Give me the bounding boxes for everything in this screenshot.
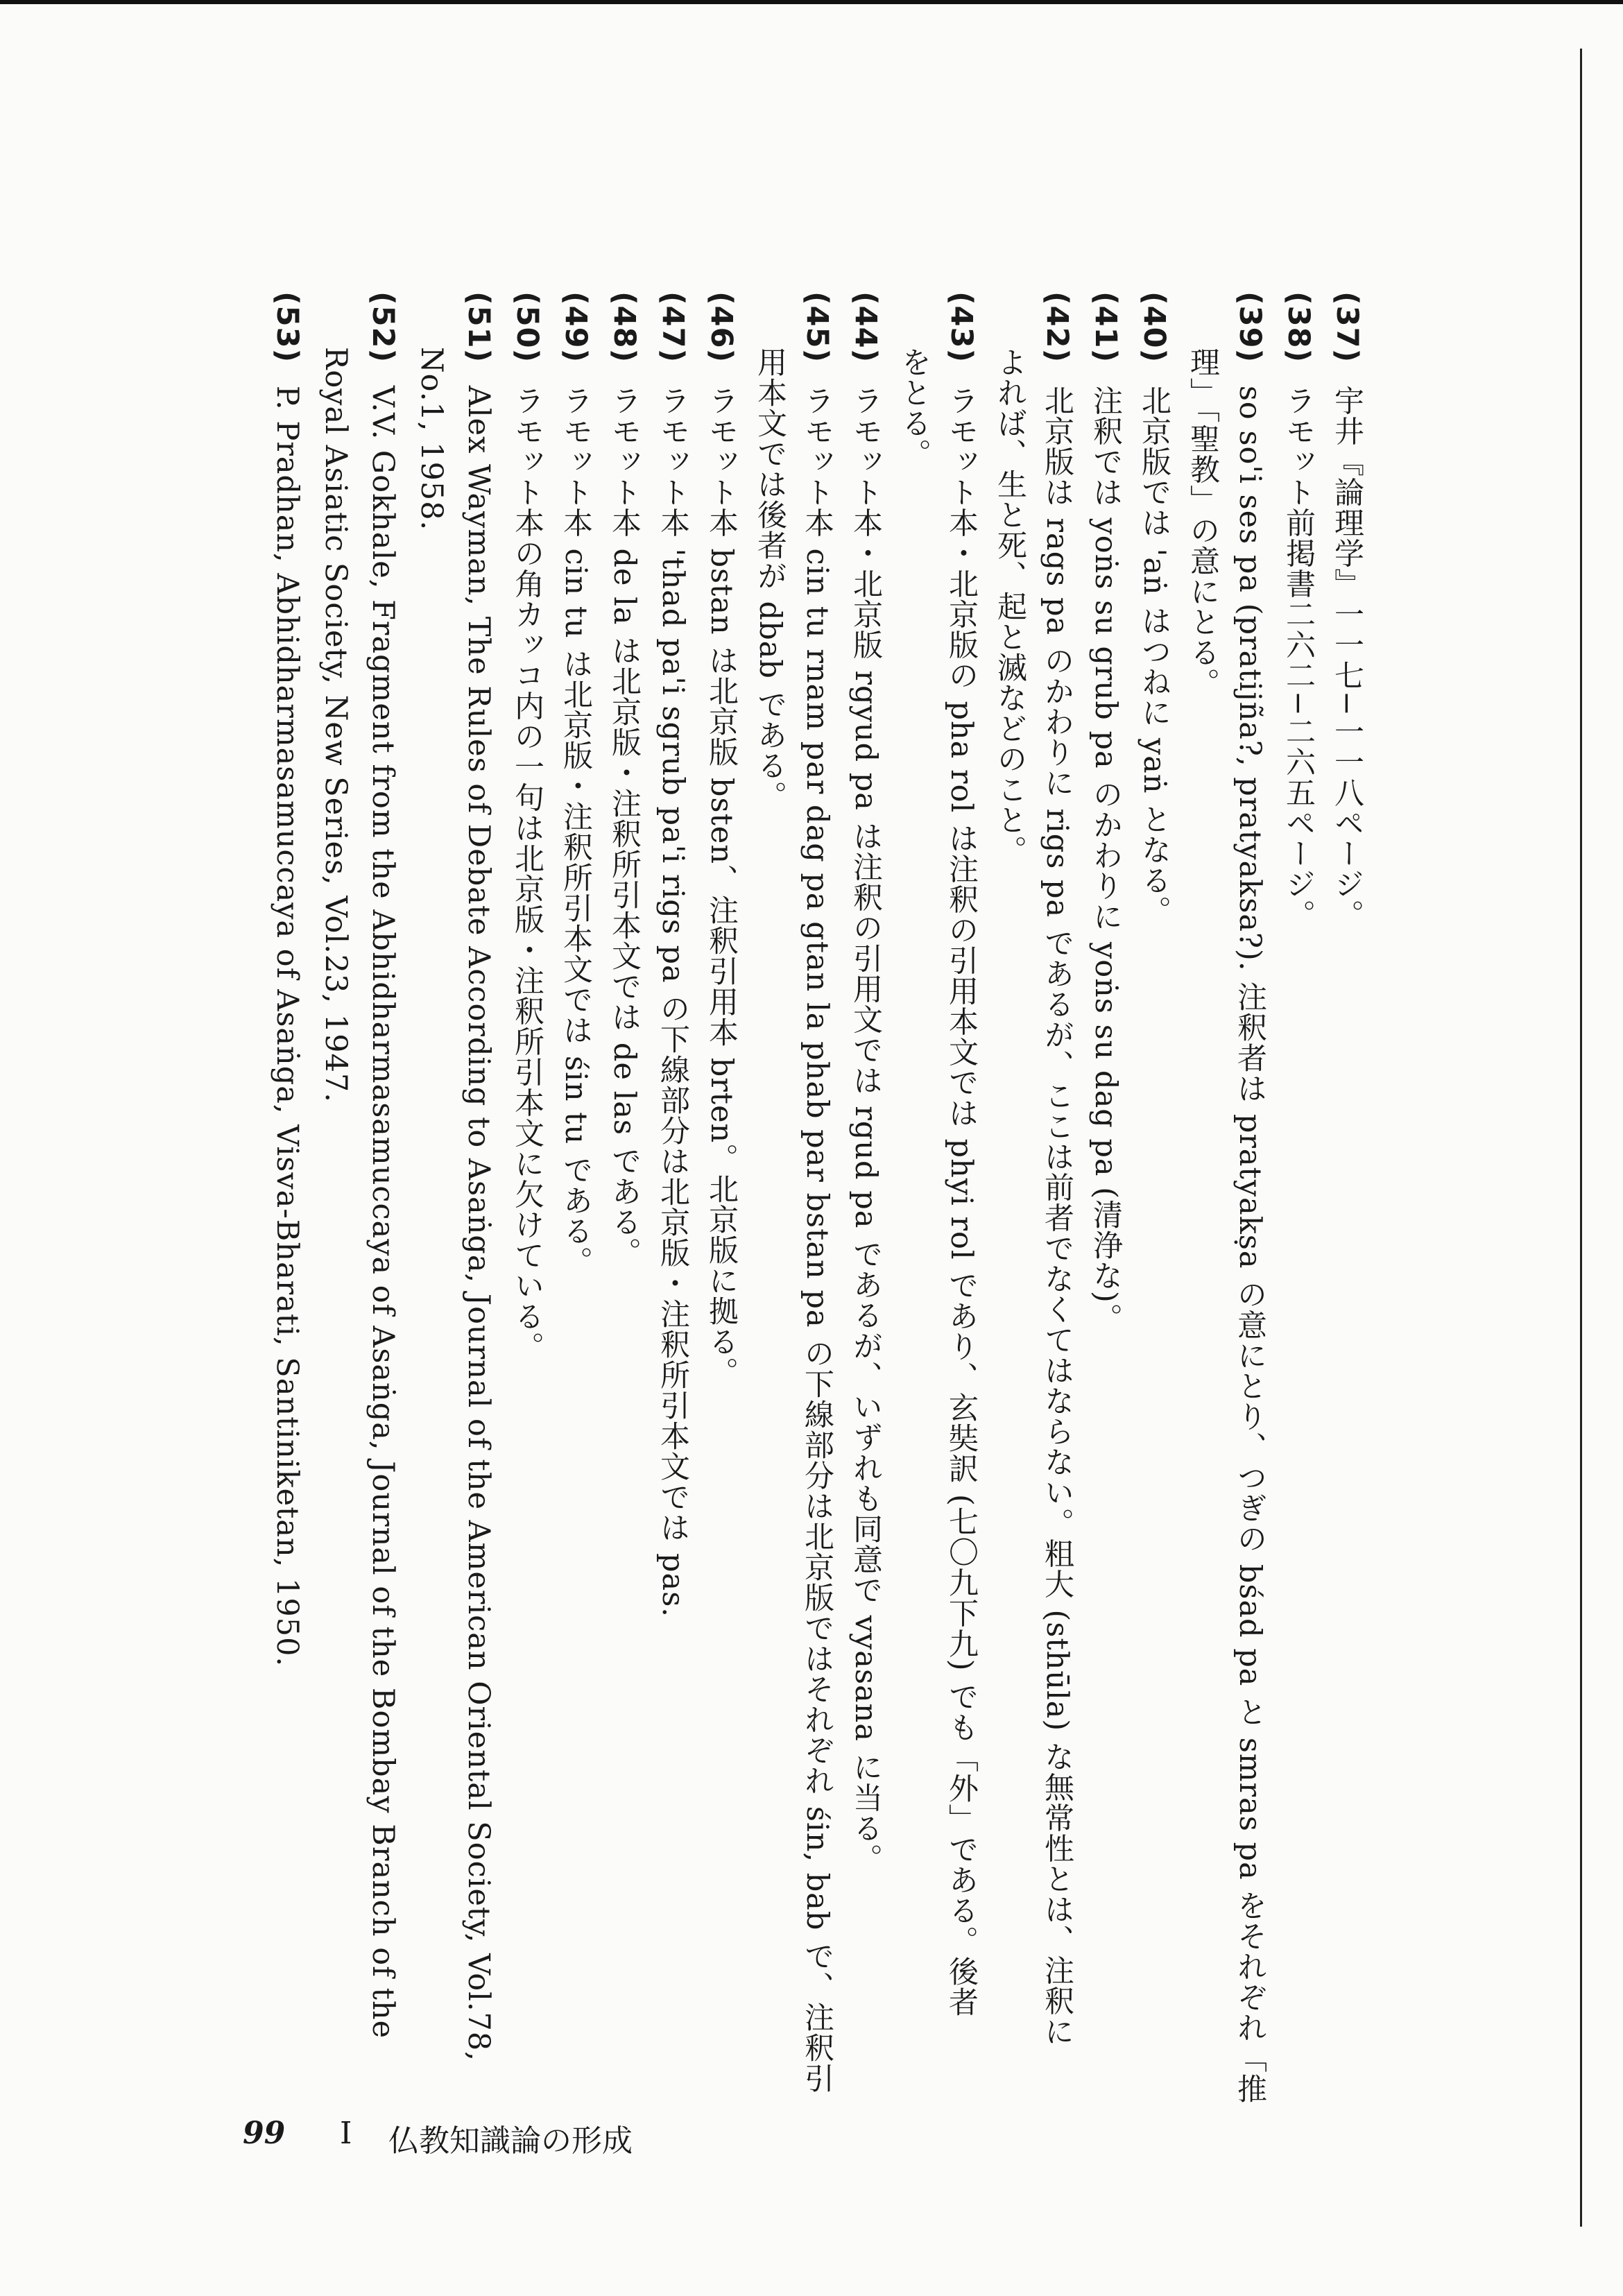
note-text: Alex Wayman, The Rules of Debate According to Asaṅga, Journal of the American Oriental Society, Vol.78,	[461, 385, 496, 2062]
note-text: ラモット本 cin tu rnam par dag pa gtan la phab par bstan pa の下線部分は北京版ではそれぞれ śin, bab で、注釈引	[800, 385, 834, 2094]
note-37: (37) 宇井『論理学』一一七−一一八ページ。	[1330, 291, 1364, 930]
note-40: (40) 北京版では 'aṅ はつねに yaṅ となる。	[1137, 291, 1171, 927]
page-number: 99	[243, 2116, 286, 2151]
note-text: ラモット本 'thad pa'i sgrub pa'i rigs pa の下線部分は北京版・注釈所引本文では pas.	[655, 385, 690, 1618]
note-text: 宇井『論理学』一一七−一一八ページ。	[1330, 385, 1364, 930]
page-footer	[229, 2116, 922, 2171]
note-text: so so'i ses pa (pratijña?, pratyaksa?). 注釈者は pratyakṣa の意にとり、つぎの bśad pa と smras pa をそれぞれ「推	[1233, 385, 1267, 2105]
note-text: 注釈では yoṅs su grub pa のかわりに yoṅs su dag pa (清浄な)。	[1088, 385, 1123, 1334]
note-text: V.V. Gokhale, Fragment from the Abhidharmasamuccaya of Asaṅga, Journal of the Bombay Branch of the	[366, 385, 400, 2039]
note-51: (51) Alex Wayman, The Rules of Debate According to Asaṅga, Journal of the American Oriental Society, Vol.78,	[461, 291, 496, 2062]
note-38: (38) ラモット前掲書二六二−二六五ページ。	[1281, 291, 1316, 930]
note-text: 理」「聖教」の意にとる。	[1185, 347, 1220, 699]
note-47: (47) ラモット本 'thad pa'i sgrub pa'i rigs pa の下線部分は北京版・注釈所引本文では pas.	[655, 291, 690, 1618]
note-text: ラモット本・北京版の pha rol は注釈の引用本文では phyi rol であり、玄奘訳 (七〇九下九) でも「外」である。後者	[944, 385, 979, 2018]
note-text: 用本文では後者が dbab である。	[753, 347, 787, 812]
note-44: (44) ラモット本・北京版 rgyud pa は注釈の引用文では rgud pa であるが、いずれも同意で vyasana に当る。	[848, 291, 883, 1874]
note-46: (46) ラモット本 bstan は北京版 bsten、注釈引用本 brten。北京版に拠る。	[704, 291, 739, 1388]
note-50: (50) ラモット本の角カッコ内の一句は北京版・注釈所引本文に欠けている。	[510, 291, 544, 1362]
note-text: ラモット本の角カッコ内の一句は北京版・注釈所引本文に欠けている。	[510, 385, 544, 1362]
note-45-cont	[753, 347, 787, 812]
note-52: (52) V.V. Gokhale, Fragment from the Abhidharmasamuccaya of Asaṅga, Journal of the Bombay Branch of the	[366, 291, 400, 2039]
note-text: No.1, 1958.	[414, 347, 449, 531]
note-42: (42) 北京版は rags pa のかわりに rigs pa であるが、ここは前者でなくてはならない。粗大 (sthūla) な無常性とは、注釈に	[1040, 291, 1074, 2047]
margin-rule	[1580, 49, 1582, 2227]
note-text: ラモット本 bstan は北京版 bsten、注釈引用本 brten。北京版に拠る。	[704, 385, 739, 1388]
note-text: P. Pradhan, Abhidharmasamuccaya of Asaṅga, Visva-Bharati, Santiniketan, 1950.	[270, 385, 304, 1668]
part-number: I	[340, 2116, 352, 2151]
note-48: (48) ラモット本 de la は北京版・注釈所引本文では de las である。	[607, 291, 642, 1268]
note-53: (53) P. Pradhan, Abhidharmasamuccaya of Asaṅga, Visva-Bharati, Santiniketan, 1950.	[270, 291, 304, 1668]
note-43-cont	[899, 347, 929, 469]
note-39: (39) so so'i ses pa (pratijña?, pratyaksa?). 注釈者は pratyakṣa の意にとり、つぎの bśad pa と smras pa をそれぞれ「推	[1233, 291, 1267, 2105]
note-text: ラモット本・北京版 rgyud pa は注釈の引用文では rgud pa であるが、いずれも同意で vyasana に当る。	[848, 385, 883, 1874]
note-52-cont	[318, 347, 353, 1103]
note-text: ラモット本 cin tu は北京版・注釈所引本文では śin tu である。	[558, 385, 593, 1277]
note-49: (49) ラモット本 cin tu は北京版・注釈所引本文では śin tu である。	[558, 291, 593, 1277]
note-43: (43) ラモット本・北京版の pha rol は注釈の引用本文では phyi rol であり、玄奘訳 (七〇九下九) でも「外」である。後者	[944, 291, 979, 2018]
note-45: (45) ラモット本 cin tu rnam par dag pa gtan la phab par bstan pa の下線部分は北京版ではそれぞれ śin, bab で、注釈引	[800, 291, 834, 2094]
running-title: 仏教知識論の形成	[388, 2123, 633, 2159]
note-text: Royal Asiatic Society, New Series, Vol.23, 1947.	[318, 347, 353, 1103]
note-51-cont	[414, 347, 449, 531]
top-rule	[0, 0, 1623, 4]
note-text: ラモット前掲書二六二−二六五ページ。	[1281, 385, 1316, 930]
note-41: (41) 注釈では yoṅs su grub pa のかわりに yoṅs su dag pa (清浄な)。	[1088, 291, 1123, 1334]
note-text: をとる。	[897, 347, 931, 469]
note-text: よれば、生と死、起と滅などのこと。	[993, 347, 1027, 866]
note-39-cont	[1185, 347, 1220, 699]
note-text: 北京版では 'aṅ はつねに yaṅ となる。	[1137, 385, 1171, 927]
note-text: ラモット本 de la は北京版・注釈所引本文では de las である。	[607, 385, 642, 1268]
note-text: 北京版は rags pa のかわりに rigs pa であるが、ここは前者でなくてはならない。粗大 (sthūla) な無常性とは、注釈に	[1040, 385, 1074, 2047]
note-42-cont	[993, 347, 1027, 866]
